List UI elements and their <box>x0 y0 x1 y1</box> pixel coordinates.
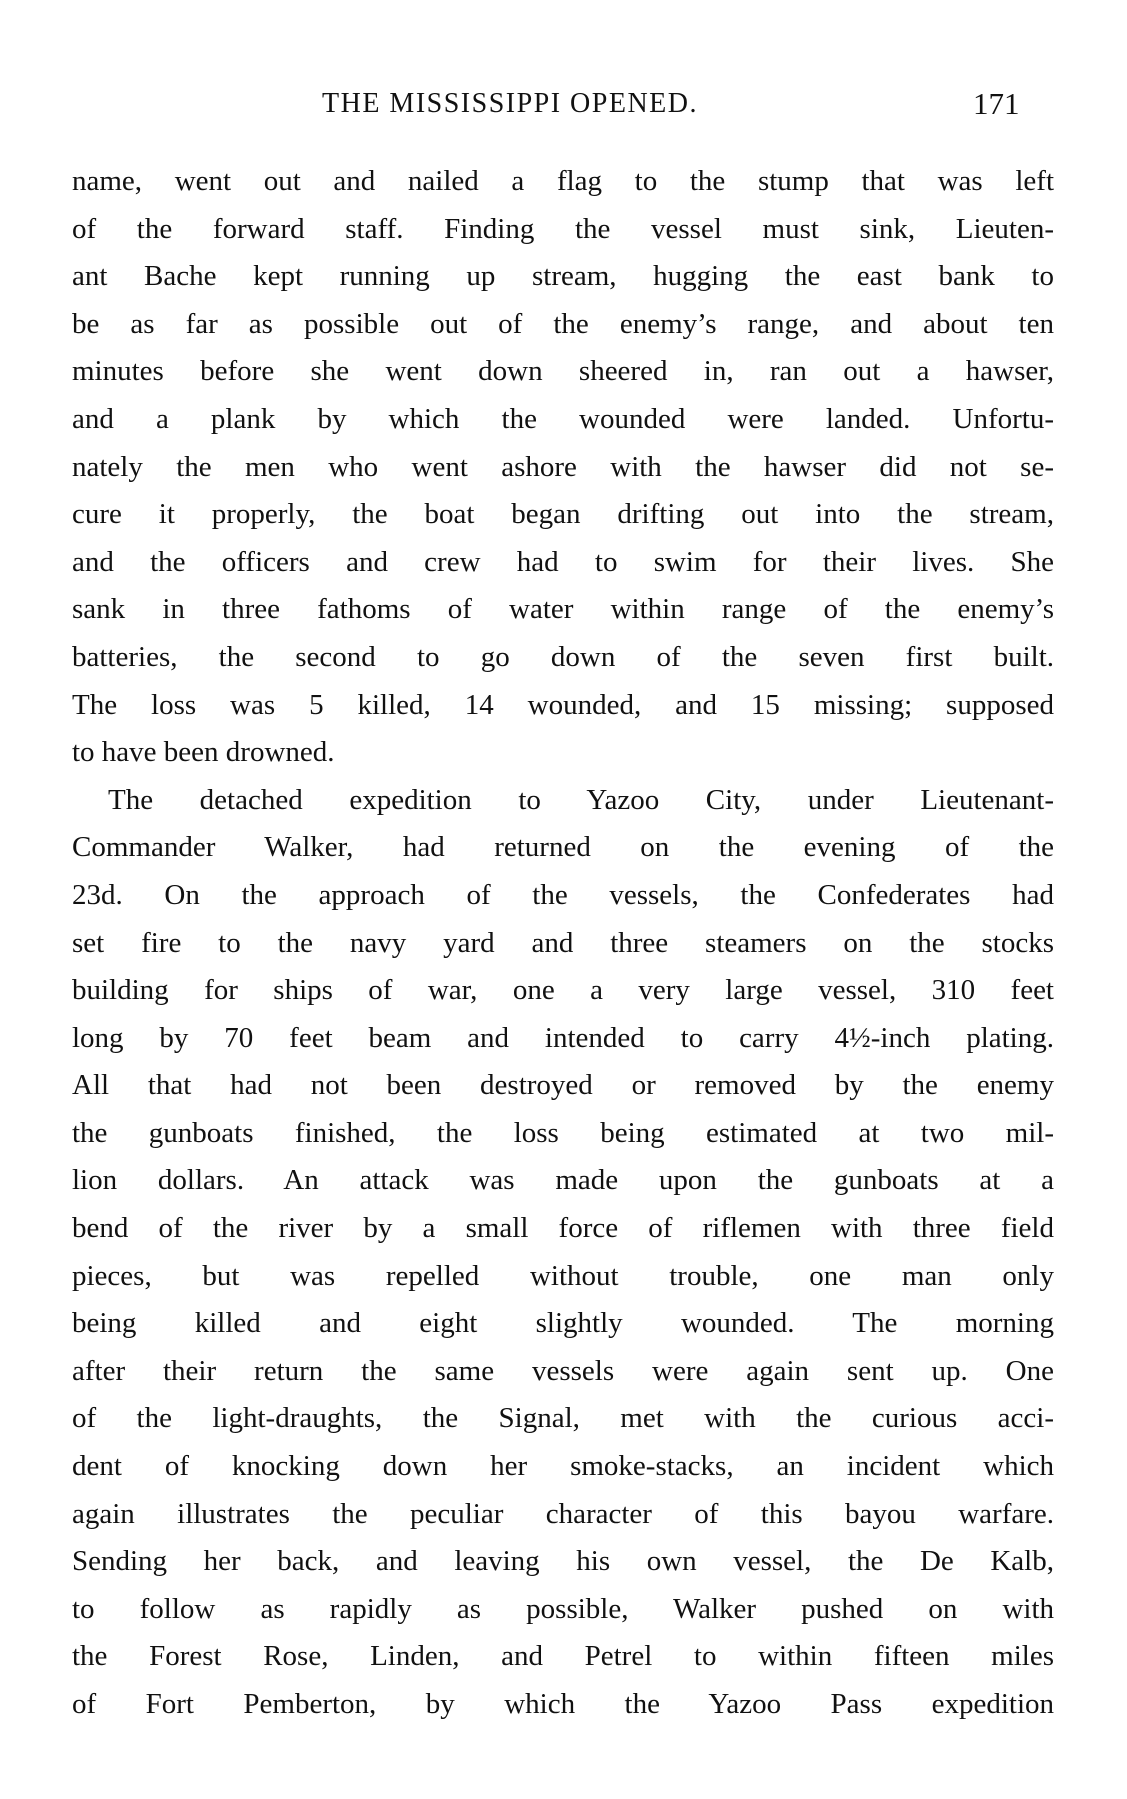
text-line: after their return the same vessels were again sent up. One <box>72 1354 1054 1387</box>
text-line: and a plank by which the wounded were landed. Unfortu- <box>72 402 1054 435</box>
text-line: ant Bache kept running up stream, hugging the east bank to <box>72 260 1054 293</box>
text-line: Commander Walker, had returned on the evening of the <box>72 831 1054 864</box>
text-line: and the officers and crew had to swim for their lives. She <box>72 545 1054 578</box>
text-line: nately the men who went ashore with the hawser did not se- <box>72 450 1054 483</box>
body-text <box>72 158 1054 1729</box>
page-number: 171 <box>973 86 1020 121</box>
text-line: pieces, but was repelled without trouble, one man only <box>72 1259 1054 1292</box>
text-line: set fire to the navy yard and three steamers on the stocks <box>72 926 1054 959</box>
text-line: batteries, the second to go down of the seven first built. <box>72 640 1054 673</box>
text-line: sank in three fathoms of water within range of the enemy’s <box>72 593 1054 626</box>
text-line: the gunboats finished, the loss being estimated at two mil- <box>72 1116 1054 1149</box>
text-line: to follow as rapidly as possible, Walker pushed on with <box>72 1592 1054 1625</box>
text-line: lion dollars. An attack was made upon the gunboats at a <box>72 1164 1054 1197</box>
running-head: THE MISSISSIPPI OPENED. <box>322 88 698 119</box>
text-line: long by 70 feet beam and intended to carry 4½-inch plating. <box>72 1021 1054 1054</box>
text-line: to have been drowned. <box>72 736 335 769</box>
text-line: bend of the river by a small force of riflemen with three field <box>72 1212 1054 1245</box>
text-line: the Forest Rose, Linden, and Petrel to within fifteen miles <box>72 1640 1054 1673</box>
text-line: minutes before she went down sheered in, ran out a hawser, <box>72 355 1054 388</box>
text-line: The loss was 5 killed, 14 wounded, and 15 missing; supposed <box>72 688 1054 721</box>
text-line: name, went out and nailed a flag to the stump that was left <box>72 165 1054 197</box>
page-header <box>0 82 1127 132</box>
text-line: Sending her back, and leaving his own vessel, the De Kalb, <box>72 1545 1054 1578</box>
text-line: The detached expedition to Yazoo City, under Lieutenant- <box>108 783 1054 816</box>
text-line: All that had not been destroyed or removed by the enemy <box>72 1069 1054 1102</box>
text-line: be as far as possible out of the enemy’s range, and about ten <box>72 307 1054 340</box>
text-line: 23d. On the approach of the vessels, the Confederates had <box>72 878 1054 911</box>
text-line: again illustrates the peculiar character of this bayou warfare. <box>72 1497 1054 1530</box>
text-line: cure it properly, the boat began drifting out into the stream, <box>72 498 1054 531</box>
text-line: of the forward staff. Finding the vessel must sink, Lieuten- <box>72 212 1054 245</box>
text-line: dent of knocking down her smoke-stacks, an incident which <box>72 1450 1054 1483</box>
text-line: of the light-draughts, the Signal, met with the curious acci- <box>72 1402 1054 1435</box>
text-line: building for ships of war, one a very large vessel, 310 feet <box>72 974 1054 1007</box>
text-line: of Fort Pemberton, by which the Yazoo Pass expedition <box>72 1688 1054 1720</box>
text-line: being killed and eight slightly wounded. The morning <box>72 1307 1054 1340</box>
